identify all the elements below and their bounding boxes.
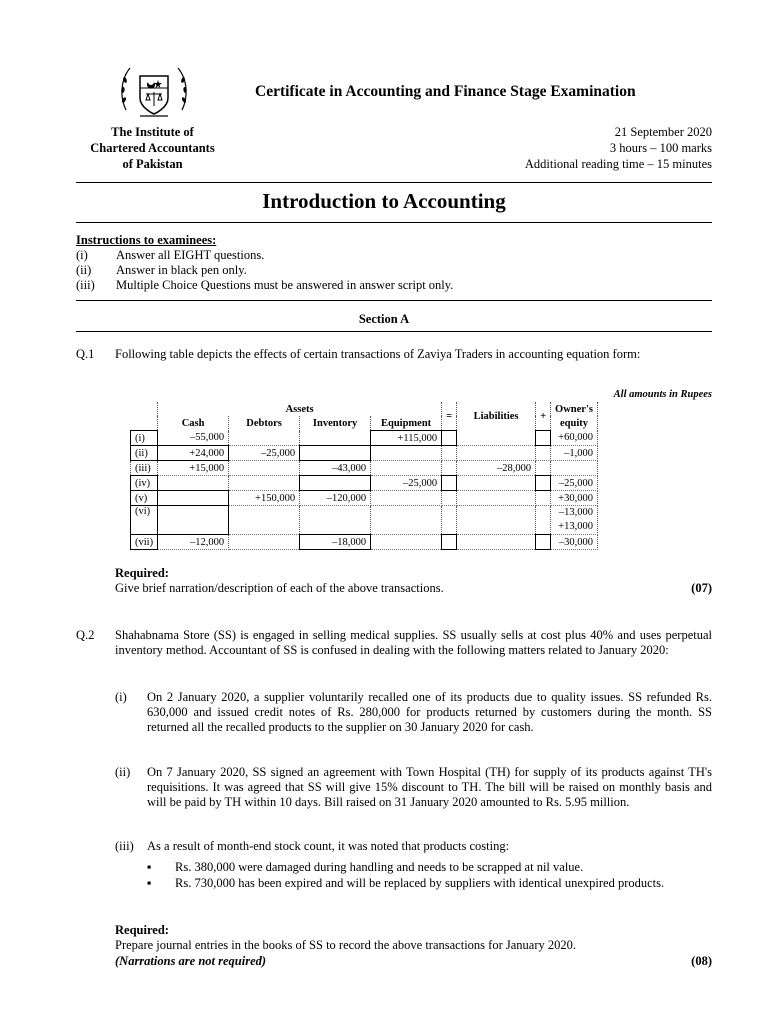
instruction-text: Answer all EIGHT questions. — [116, 248, 265, 262]
cell-liabilities — [457, 476, 536, 491]
cell-inventory: –43,000 — [300, 461, 371, 476]
cell-equity: –30,000 — [551, 535, 598, 550]
bullet-item — [147, 860, 712, 875]
part-text: As a result of month-end stock count, it was noted that products costing: — [147, 839, 510, 853]
table-row — [131, 461, 598, 476]
instruction-text: Answer in black pen only. — [116, 263, 247, 277]
part-text: On 2 January 2020, a supplier voluntarily recalled one of its products due to quality issues. SS refunded Rs. 630,000 and issued credit notes of Rs. 280,000 for products returned by customers during the month. SS returned all the recalled products to the supplier on 30 January 2020 for cash. — [147, 690, 712, 734]
question-text: Shahabnama Store (SS) is engaged in selling medical supplies. SS usually sells at cost plus 40% and uses perpetual inventory method. Accountant of SS is confused in dealing with the following matters related to January 2020: — [115, 628, 712, 657]
cell-debtors — [229, 461, 300, 476]
cell-equipment — [371, 446, 442, 461]
bullet-item — [147, 876, 712, 891]
required-label: Required: — [115, 566, 169, 580]
cell-cash: +24,000 — [158, 446, 229, 461]
row-label: (vii) — [131, 535, 158, 550]
cell-debtors — [229, 431, 300, 446]
col-inventory: Inventory — [300, 416, 371, 431]
cell-equity: –25,000 — [551, 476, 598, 491]
cell-equity: +60,000 — [551, 431, 598, 446]
divider — [76, 182, 712, 183]
question-number: Q.2 — [76, 628, 95, 642]
cell-equipment: +115,000 — [371, 431, 442, 446]
question-marks: (08) — [691, 954, 712, 968]
icap-logo — [118, 60, 190, 124]
cell-equipment — [371, 491, 442, 506]
row-label: (i) — [131, 431, 158, 446]
equals-sign: = — [442, 402, 457, 431]
amounts-note: All amounts in Rupees — [613, 389, 712, 400]
part-number: (ii) — [115, 765, 131, 779]
row-label: (iii) — [131, 461, 158, 476]
exam-title: Certificate in Accounting and Finance Stage Examination — [255, 83, 636, 100]
cell-debtors — [229, 535, 300, 550]
question-text: Following table depicts the effects of certain transactions of Zaviya Traders in accounting equation form: — [115, 347, 641, 361]
cell-equity: +13,000 — [558, 521, 593, 532]
reading-time: Additional reading time – 15 minutes — [524, 157, 712, 171]
liabilities-header: Liabilities — [457, 402, 536, 431]
cell-equipment — [371, 535, 442, 550]
institute-name-line3: of Pakistan — [122, 157, 183, 171]
table-row — [131, 476, 598, 491]
required-text: Prepare journal entries in the books of SS to record the above transactions for January 2020. — [115, 938, 576, 952]
row-label: (v) — [131, 491, 158, 506]
subject-title: Introduction to Accounting — [262, 189, 506, 213]
divider — [76, 222, 712, 223]
cell-inventory — [300, 446, 371, 461]
cell-equipment: –25,000 — [371, 476, 442, 491]
cell-liabilities: –28,000 — [457, 461, 536, 476]
accounting-equation-table — [130, 402, 598, 550]
instruction-item — [76, 248, 264, 263]
divider — [76, 300, 712, 301]
cell-equity: –13,000 — [558, 507, 593, 518]
cell-cash — [158, 476, 229, 491]
bullet-icon: ▪ — [147, 860, 152, 874]
col-cash: Cash — [158, 416, 229, 431]
cell-cash: –12,000 — [158, 535, 229, 550]
col-debtors: Debtors — [229, 416, 300, 431]
cell-inventory — [300, 431, 371, 446]
cell-cash: +15,000 — [158, 461, 229, 476]
instruction-item — [76, 278, 453, 293]
part-text: On 7 January 2020, SS signed an agreement with Town Hospital (TH) for supply of its products against TH's requisitions. It was agreed that SS will give 15% discount to TH. The bill will be raised on monthly basis and will be paid by TH within 10 days. Bill raised on 31 January 2020 amounted to Rs. 5.95 million. — [147, 765, 712, 809]
owners-equity-header: Owner's — [551, 402, 598, 416]
cell-debtors: +150,000 — [229, 491, 300, 506]
cell-liabilities — [457, 491, 536, 506]
required-text: Give brief narration/description of each of the above transactions. — [115, 581, 444, 595]
assets-header: Assets — [158, 402, 442, 416]
cell-debtors: –25,000 — [229, 446, 300, 461]
cell-liabilities — [457, 446, 536, 461]
table-row — [131, 446, 598, 461]
bullet-text: Rs. 730,000 has been expired and will be replaced by suppliers with identical unexpired products. — [175, 876, 665, 890]
instructions-heading: Instructions to examinees: — [76, 233, 217, 247]
instruction-num: (i) — [76, 248, 88, 262]
exam-date: 21 September 2020 — [614, 125, 712, 139]
bullet-text: Rs. 380,000 were damaged during handling and needs to be scrapped at nil value. — [175, 860, 584, 874]
exam-duration: 3 hours – 100 marks — [609, 141, 712, 155]
owners-equity-header: equity — [551, 416, 598, 431]
required-note: (Narrations are not required) — [115, 954, 267, 968]
cell-cash — [158, 491, 229, 506]
institute-name-line1: The Institute of — [111, 125, 194, 139]
cell-equity: –1,000 — [551, 446, 598, 461]
instruction-num: (iii) — [76, 278, 95, 292]
cell-equipment — [371, 461, 442, 476]
cell-liabilities — [457, 431, 536, 446]
table-row — [131, 491, 598, 506]
bullet-icon: ▪ — [147, 876, 152, 890]
instruction-item — [76, 263, 247, 278]
cell-inventory — [300, 476, 371, 491]
question-marks: (07) — [691, 581, 712, 595]
cell-equity: +30,000 — [551, 491, 598, 506]
cell-inventory: –120,000 — [300, 491, 371, 506]
part-number: (i) — [115, 690, 127, 704]
instruction-text: Multiple Choice Questions must be answered in answer script only. — [116, 278, 454, 292]
required-label: Required: — [115, 923, 169, 937]
table-row — [131, 535, 598, 550]
instruction-num: (ii) — [76, 263, 92, 277]
part-number: (iii) — [115, 839, 134, 853]
plus-sign: + — [536, 402, 551, 431]
cell-liabilities — [457, 535, 536, 550]
cell-cash: –55,000 — [158, 431, 229, 446]
cell-inventory: –18,000 — [300, 535, 371, 550]
section-heading: Section A — [358, 312, 410, 326]
row-label: (vi) — [131, 506, 158, 535]
question-number: Q.1 — [76, 347, 95, 361]
cell-equity — [551, 461, 598, 476]
row-label: (ii) — [131, 446, 158, 461]
institute-name-line2: Chartered Accountants — [90, 141, 215, 155]
divider — [76, 331, 712, 332]
table-row — [131, 431, 598, 446]
table-row — [131, 506, 598, 535]
row-label: (iv) — [131, 476, 158, 491]
col-equipment: Equipment — [371, 416, 442, 431]
cell-debtors — [229, 476, 300, 491]
